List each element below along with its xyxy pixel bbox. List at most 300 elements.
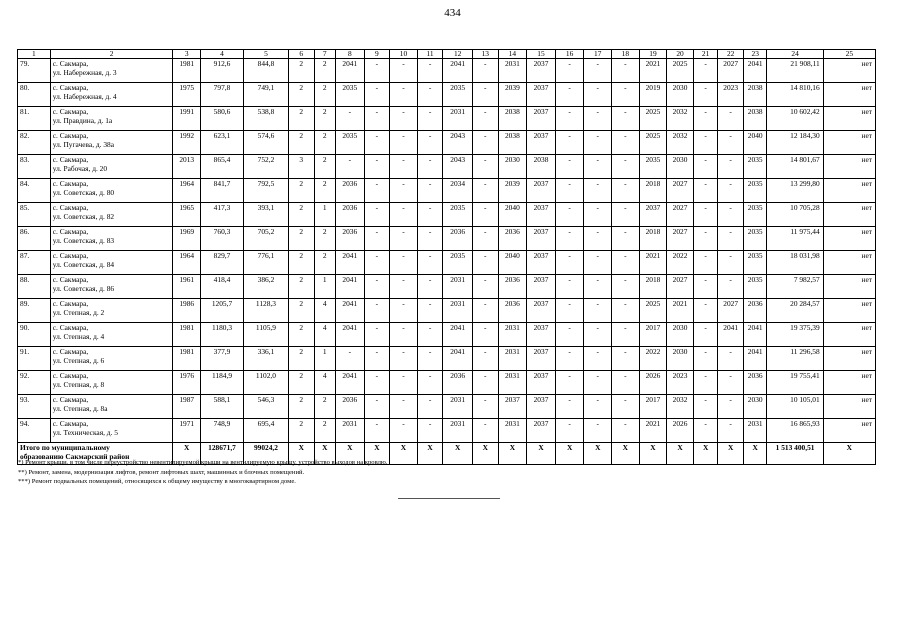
column-number: 21 (693, 50, 718, 59)
address-line: ул. Советская, д. 82 (52, 211, 115, 221)
table-cell: 2035 (639, 155, 667, 179)
address-cell (50, 131, 173, 155)
table-cell: 2 (314, 155, 335, 179)
table-cell: - (364, 155, 390, 179)
table-cell: - (417, 59, 443, 83)
row-number: 84. (18, 179, 51, 203)
table-cell: 2 (288, 371, 314, 395)
table-cell: 2037 (527, 131, 556, 155)
table-cell: 2037 (527, 275, 556, 299)
table-cell: 2 (288, 131, 314, 155)
address-cell (50, 59, 173, 83)
table-row (18, 275, 876, 299)
table-cell: 2035 (335, 83, 364, 107)
table-cell: - (417, 155, 443, 179)
table-cell: 417,3 (201, 203, 244, 227)
table-cell: 2035 (443, 251, 473, 275)
address-line: ул. Советская, д. 83 (52, 235, 115, 245)
table-cell: 19 375,39 (767, 323, 823, 347)
table-cell: 2 (288, 251, 314, 275)
table-cell: 2019 (639, 83, 667, 107)
table-cell: 2036 (498, 275, 527, 299)
table-cell: - (364, 131, 390, 155)
table-cell: - (693, 275, 718, 299)
table-cell: 20 284,57 (767, 299, 823, 323)
total-cell: X (498, 443, 527, 465)
table-cell: 2022 (667, 251, 694, 275)
table-cell: 792,5 (243, 179, 288, 203)
address-line: с. Сакмара, (52, 395, 89, 404)
total-cell: X (417, 443, 443, 465)
row-number: 91. (18, 347, 51, 371)
table-cell: 2034 (443, 179, 473, 203)
table-cell: 2030 (743, 395, 767, 419)
table-cell: - (390, 323, 418, 347)
row-number: 80. (18, 83, 51, 107)
table-cell: 1991 (173, 107, 201, 131)
table-cell: - (584, 203, 612, 227)
table-cell: 1965 (173, 203, 201, 227)
table-cell: 2022 (639, 347, 667, 371)
table-cell: - (693, 203, 718, 227)
address-cell (50, 155, 173, 179)
address-line: с. Сакмара, (52, 155, 89, 164)
total-cell: X (667, 443, 694, 465)
table-cell: 2030 (667, 155, 694, 179)
table-cell: 386,2 (243, 275, 288, 299)
table-cell: 2018 (639, 227, 667, 251)
table-cell: 1 (314, 203, 335, 227)
table-cell: 2025 (639, 131, 667, 155)
table-cell: - (364, 395, 390, 419)
table-cell: 2017 (639, 395, 667, 419)
table-cell: - (584, 395, 612, 419)
table-cell: 1981 (173, 323, 201, 347)
table-cell: - (473, 371, 499, 395)
total-label-line: Итого по муниципальному (20, 443, 110, 452)
table-cell: 2036 (443, 227, 473, 251)
table-cell: - (555, 203, 584, 227)
table-cell: - (584, 371, 612, 395)
table-cell: 2038 (527, 155, 556, 179)
table-cell: 1102,0 (243, 371, 288, 395)
table-cell: - (473, 179, 499, 203)
table-cell: - (417, 251, 443, 275)
row-number: 81. (18, 107, 51, 131)
table-cell: 1105,9 (243, 323, 288, 347)
address-line: ул. Рабочая, д. 20 (52, 163, 108, 173)
table-cell: 16 865,93 (767, 419, 823, 443)
table-cell: 2039 (498, 179, 527, 203)
table-cell: - (555, 83, 584, 107)
table-cell: - (390, 347, 418, 371)
table-cell: 2 (288, 323, 314, 347)
table-cell: - (612, 59, 640, 83)
column-number: 20 (667, 50, 694, 59)
table-cell: 2021 (639, 419, 667, 443)
table-cell: 2041 (743, 347, 767, 371)
table-cell: 776,1 (243, 251, 288, 275)
table-cell: 546,3 (243, 395, 288, 419)
address-line: с. Сакмара, (52, 131, 89, 140)
table-cell: - (584, 107, 612, 131)
table-cell: 2031 (498, 419, 527, 443)
total-cell: X (288, 443, 314, 465)
table-cell: 18 031,98 (767, 251, 823, 275)
address-line: с. Сакмара, (52, 371, 89, 380)
table-cell: 2041 (718, 323, 744, 347)
table-cell: 2025 (667, 59, 694, 83)
table-cell: - (473, 131, 499, 155)
table-cell: 580,6 (201, 107, 244, 131)
table-cell: нет (823, 83, 875, 107)
table-cell: 2031 (443, 107, 473, 131)
total-cell: X (173, 443, 201, 465)
table-cell: - (390, 131, 418, 155)
table-cell: 2 (288, 299, 314, 323)
table-cell: 2038 (498, 131, 527, 155)
table-cell: 14 801,67 (767, 155, 823, 179)
address-line: ул. Степная, д. 6 (52, 355, 105, 365)
address-line: с. Сакмара, (52, 251, 89, 260)
table-cell: - (584, 299, 612, 323)
table-cell: - (612, 347, 640, 371)
table-cell: - (555, 275, 584, 299)
table-cell: 2023 (718, 83, 744, 107)
table-cell: 2037 (527, 371, 556, 395)
table-cell: 1976 (173, 371, 201, 395)
address-cell (50, 395, 173, 419)
address-cell (50, 275, 173, 299)
table-cell: - (335, 347, 364, 371)
table-cell: - (693, 83, 718, 107)
table-cell: - (555, 59, 584, 83)
table-row (18, 419, 876, 443)
table-cell: 1 (314, 347, 335, 371)
table-cell: - (390, 275, 418, 299)
address-line: ул. Степная, д. 2 (52, 307, 105, 317)
column-number: 18 (612, 50, 640, 59)
table-cell: - (693, 419, 718, 443)
table-cell: 21 908,11 (767, 59, 823, 83)
table-cell: 2031 (498, 323, 527, 347)
table-cell: - (693, 59, 718, 83)
table-cell: - (390, 251, 418, 275)
table-cell: 2 (288, 227, 314, 251)
table-cell: 1971 (173, 419, 201, 443)
row-number: 89. (18, 299, 51, 323)
address-line: ул. Степная, д. 4 (52, 331, 105, 341)
row-number: 85. (18, 203, 51, 227)
table-cell: - (693, 251, 718, 275)
table-cell: - (718, 227, 744, 251)
table-cell: 11 975,44 (767, 227, 823, 251)
table-cell: 1961 (173, 275, 201, 299)
column-number: 12 (443, 50, 473, 59)
table-cell: 4 (314, 323, 335, 347)
address-cell (50, 419, 173, 443)
table-cell: - (555, 347, 584, 371)
table-cell: - (390, 371, 418, 395)
table-cell: 2 (314, 131, 335, 155)
table-cell: 829,7 (201, 251, 244, 275)
table-cell: - (390, 203, 418, 227)
total-cell: X (693, 443, 718, 465)
table-cell: - (473, 59, 499, 83)
table-row (18, 395, 876, 419)
table-cell: - (584, 59, 612, 83)
table-cell: - (612, 179, 640, 203)
total-cell: X (718, 443, 744, 465)
footnotes (18, 458, 387, 487)
table-cell: 2036 (498, 299, 527, 323)
address-line: ул. Набережная, д. 4 (52, 91, 117, 101)
table-cell: 14 810,16 (767, 83, 823, 107)
table-cell: - (718, 395, 744, 419)
table-cell: 2031 (443, 299, 473, 323)
table-cell: 2 (288, 347, 314, 371)
table-cell: 418,4 (201, 275, 244, 299)
table-cell: - (693, 395, 718, 419)
table-cell: 2017 (639, 323, 667, 347)
table-cell: 2037 (527, 83, 556, 107)
table-cell: 2027 (718, 59, 744, 83)
table-cell: - (364, 83, 390, 107)
table-cell: - (364, 419, 390, 443)
table-cell: - (555, 179, 584, 203)
table-cell: 1 (314, 275, 335, 299)
table-cell: - (612, 323, 640, 347)
table-cell: - (335, 155, 364, 179)
table-cell: 2 (288, 59, 314, 83)
table-cell: 1981 (173, 59, 201, 83)
table-cell: - (584, 131, 612, 155)
table-cell: 1128,3 (243, 299, 288, 323)
table-cell: - (473, 155, 499, 179)
table-cell: нет (823, 59, 875, 83)
table-cell: нет (823, 203, 875, 227)
table-cell: - (555, 155, 584, 179)
column-number: 23 (743, 50, 767, 59)
row-number: 88. (18, 275, 51, 299)
row-number: 93. (18, 395, 51, 419)
table-cell: - (417, 83, 443, 107)
table-cell: - (584, 227, 612, 251)
table-cell: 2031 (335, 419, 364, 443)
table-cell: 2039 (498, 83, 527, 107)
table-cell: 2013 (173, 155, 201, 179)
column-number: 5 (243, 50, 288, 59)
table-cell: 844,8 (243, 59, 288, 83)
table-cell: 2035 (743, 155, 767, 179)
total-cell: X (612, 443, 640, 465)
table-cell: нет (823, 275, 875, 299)
column-number: 2 (50, 50, 173, 59)
table-cell: - (364, 371, 390, 395)
address-cell (50, 251, 173, 275)
table-cell: нет (823, 179, 875, 203)
table-cell: 2041 (743, 323, 767, 347)
closing-divider (398, 498, 500, 499)
table-cell: 2021 (667, 299, 694, 323)
table-cell: - (612, 83, 640, 107)
table-cell: - (364, 107, 390, 131)
table-cell: 2 (314, 59, 335, 83)
table-cell: 1969 (173, 227, 201, 251)
table-cell: 2041 (743, 59, 767, 83)
table-cell: 2037 (527, 227, 556, 251)
address-line: ул. Техническая, д. 5 (52, 427, 118, 437)
table-cell: - (473, 299, 499, 323)
table-cell: - (555, 251, 584, 275)
table-cell: 393,1 (243, 203, 288, 227)
table-cell: - (364, 275, 390, 299)
column-number: 13 (473, 50, 499, 59)
row-number: 92. (18, 371, 51, 395)
table-cell: 912,6 (201, 59, 244, 83)
table-cell: 2037 (527, 419, 556, 443)
table-cell: 2037 (639, 203, 667, 227)
table-cell: - (473, 251, 499, 275)
column-number: 22 (718, 50, 744, 59)
address-cell (50, 323, 173, 347)
column-number: 8 (335, 50, 364, 59)
column-number: 24 (767, 50, 823, 59)
address-cell (50, 227, 173, 251)
table-cell: - (390, 227, 418, 251)
table-cell: 797,8 (201, 83, 244, 107)
table-cell: - (718, 371, 744, 395)
table-cell: 2040 (743, 131, 767, 155)
table-cell: 2037 (527, 251, 556, 275)
footnote: **) Ремонт, замена, модернизация лифтов, ремонт лифтовых шахт, машинных и блочных помещений. (18, 468, 305, 476)
table-cell: - (417, 227, 443, 251)
total-cell: X (443, 443, 473, 465)
table-cell: - (718, 179, 744, 203)
table-cell: 2 (288, 179, 314, 203)
table-cell: 2038 (743, 83, 767, 107)
table-cell: 588,1 (201, 395, 244, 419)
table-cell: 2036 (335, 179, 364, 203)
table-cell: 2025 (639, 299, 667, 323)
table-cell: - (612, 275, 640, 299)
table-cell: 2032 (667, 107, 694, 131)
table-cell: 2035 (443, 203, 473, 227)
table-cell: - (417, 131, 443, 155)
table-cell: нет (823, 155, 875, 179)
address-line: ул. Советская, д. 84 (52, 259, 115, 269)
total-cell: X (639, 443, 667, 465)
table-cell: - (693, 131, 718, 155)
table-cell: нет (823, 395, 875, 419)
table-cell: - (417, 203, 443, 227)
housing-repair-table (17, 49, 876, 465)
total-cell: X (364, 443, 390, 465)
table-cell: - (417, 395, 443, 419)
table-cell: 705,2 (243, 227, 288, 251)
table-cell: 2027 (667, 179, 694, 203)
address-line: с. Сакмара, (52, 203, 89, 212)
table-row (18, 371, 876, 395)
table-cell: - (555, 131, 584, 155)
table-cell: - (693, 347, 718, 371)
table-cell: - (584, 419, 612, 443)
table-cell: - (612, 371, 640, 395)
address-line: с. Сакмара, (52, 83, 89, 92)
table-cell: 2 (288, 395, 314, 419)
table-cell: - (555, 419, 584, 443)
table-cell: 1975 (173, 83, 201, 107)
table-cell: - (693, 155, 718, 179)
table-cell: - (390, 155, 418, 179)
table-cell: 2031 (743, 419, 767, 443)
table-row (18, 179, 876, 203)
table-row (18, 131, 876, 155)
footnote: *) Ремонт крыши, в том числе переустройство невентилируемой крыши на вентилируемую крышу, устройство выходов на кровлю. (18, 459, 388, 466)
table-cell: - (417, 371, 443, 395)
address-line: с. Сакмара, (52, 59, 89, 68)
table-cell: 1180,3 (201, 323, 244, 347)
table-cell: - (417, 275, 443, 299)
table-cell: - (693, 179, 718, 203)
column-number: 7 (314, 50, 335, 59)
table-cell: - (364, 203, 390, 227)
table-cell: - (335, 107, 364, 131)
column-number: 9 (364, 50, 390, 59)
table-cell: 2 (314, 419, 335, 443)
table-cell: 1986 (173, 299, 201, 323)
table-cell: 1184,9 (201, 371, 244, 395)
table-cell: 2018 (639, 179, 667, 203)
table-cell: 2041 (443, 347, 473, 371)
table-cell: 1205,7 (201, 299, 244, 323)
table-cell: 2032 (667, 395, 694, 419)
table-cell: 2036 (743, 299, 767, 323)
table-cell: 2036 (498, 227, 527, 251)
table-row (18, 155, 876, 179)
address-line: ул. Советская, д. 86 (52, 283, 115, 293)
column-number: 1 (18, 50, 51, 59)
row-number: 90. (18, 323, 51, 347)
table-cell: 2041 (335, 371, 364, 395)
table-row (18, 83, 876, 107)
table-row (18, 203, 876, 227)
total-cell: X (584, 443, 612, 465)
table-cell: - (417, 179, 443, 203)
table-cell: - (584, 179, 612, 203)
address-cell (50, 107, 173, 131)
table-cell: 2030 (667, 323, 694, 347)
row-number: 94. (18, 419, 51, 443)
table-cell: 2 (314, 395, 335, 419)
table-cell: 10 602,42 (767, 107, 823, 131)
total-label-line: образованию Сакмарский район (20, 451, 130, 461)
table-cell: - (584, 251, 612, 275)
total-cell: X (555, 443, 584, 465)
table-cell: - (473, 395, 499, 419)
table-cell: 2021 (639, 59, 667, 83)
table-row (18, 323, 876, 347)
table-cell: - (417, 107, 443, 131)
table-cell: - (612, 299, 640, 323)
table-cell: 2043 (443, 131, 473, 155)
table-row (18, 347, 876, 371)
table-row (18, 107, 876, 131)
table-cell: 1981 (173, 347, 201, 371)
table-cell: - (718, 107, 744, 131)
table-cell: 841,7 (201, 179, 244, 203)
column-number: 14 (498, 50, 527, 59)
